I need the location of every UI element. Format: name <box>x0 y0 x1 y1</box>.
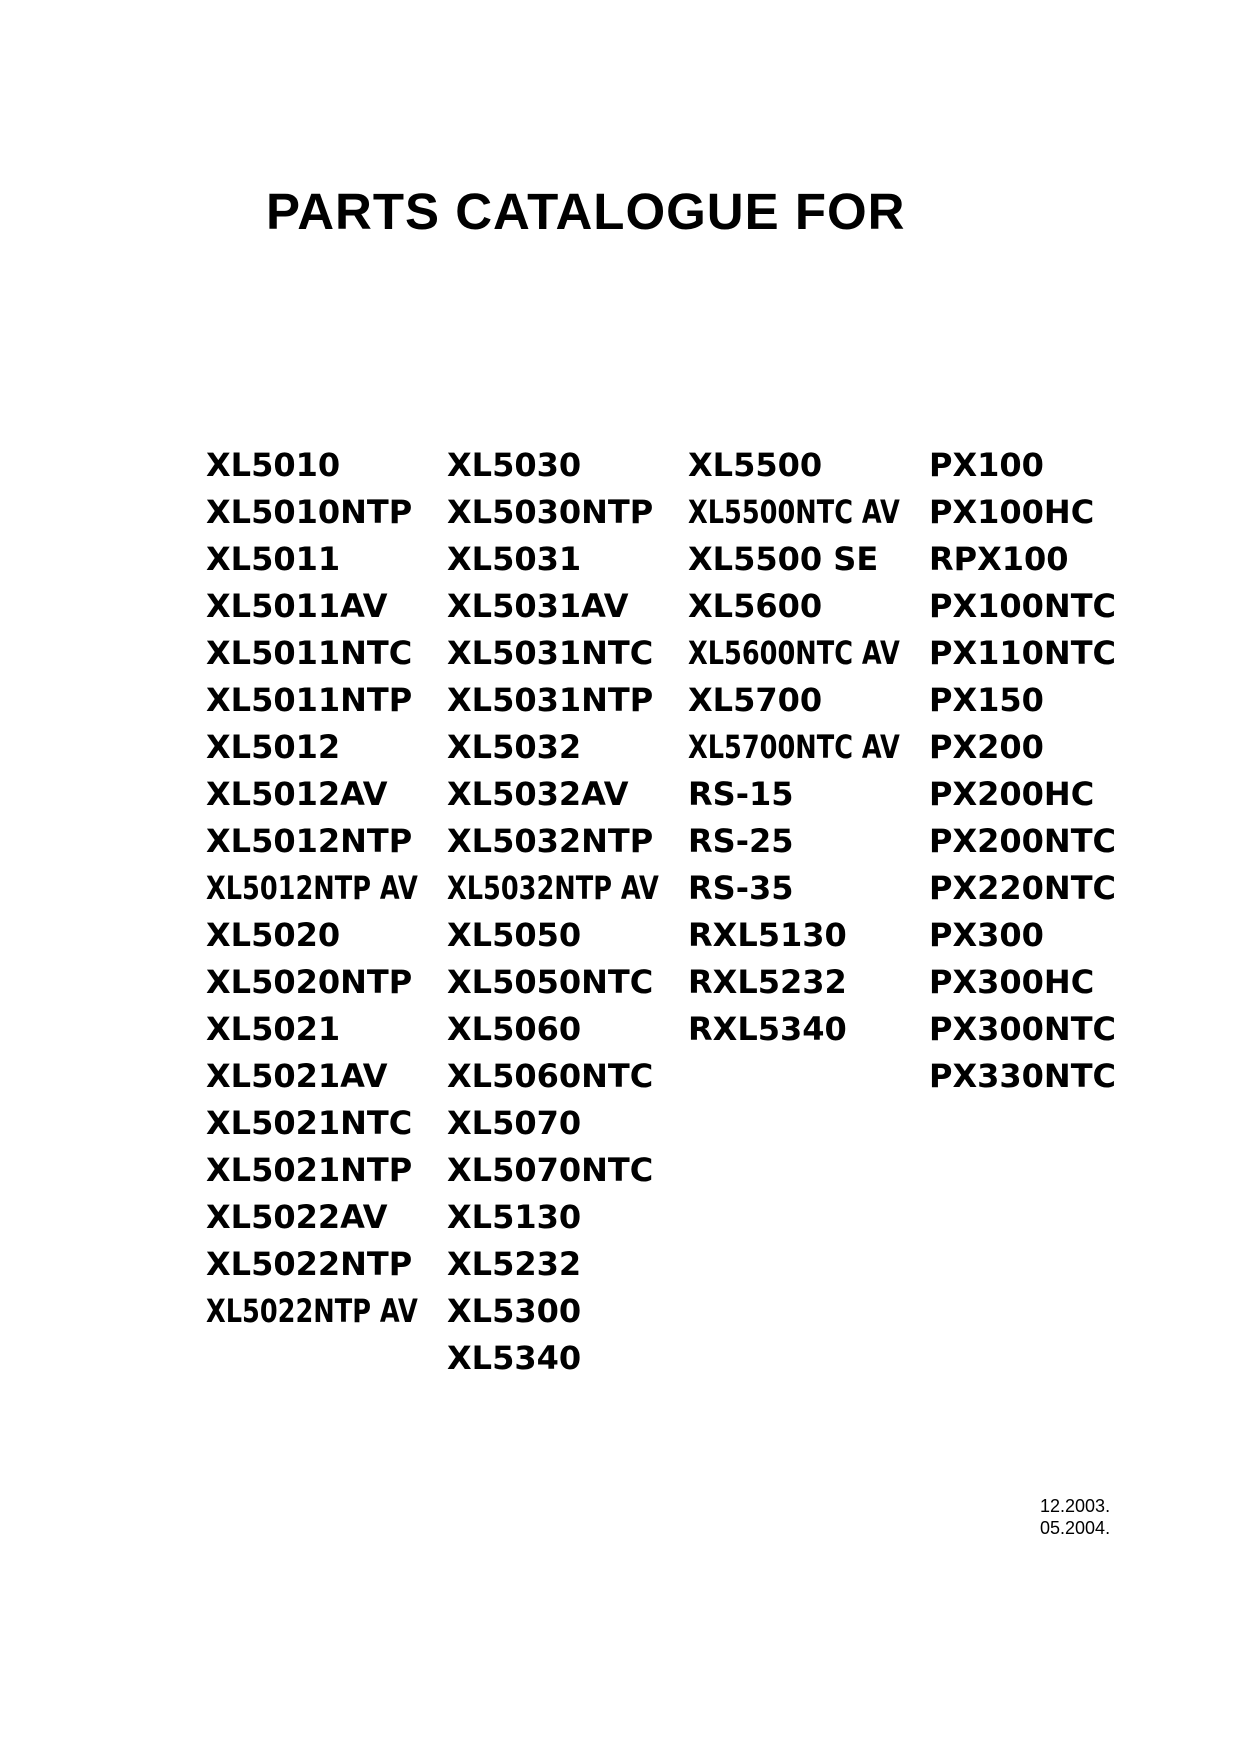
model-row <box>688 818 929 865</box>
model-number: XL5011AV <box>206 587 388 625</box>
model-number: PX200HC <box>929 775 1095 813</box>
model-number: XL5022NTP <box>206 1245 413 1283</box>
model-row <box>447 865 688 912</box>
model-number: XL5031NTC <box>447 634 654 672</box>
model-number: XL5011NTC <box>206 634 413 672</box>
model-number: PX300HC <box>929 963 1095 1001</box>
model-row <box>929 771 1170 818</box>
model-row <box>929 959 1170 1006</box>
model-row <box>447 1241 688 1288</box>
model-row <box>206 1288 447 1335</box>
model-number: XL5060NTC <box>447 1057 654 1095</box>
model-number: XL5011NTP <box>206 681 413 719</box>
model-row <box>447 1147 688 1194</box>
model-number: PX330NTC <box>929 1057 1117 1095</box>
model-number: XL5012 <box>206 728 341 766</box>
model-number: XL5011 <box>206 540 341 578</box>
model-number: XL5020NTP <box>206 963 413 1001</box>
model-number: XL5500NTC AV <box>688 493 900 531</box>
model-number: XL5050 <box>447 916 582 954</box>
models-grid <box>206 442 1170 1382</box>
model-row <box>929 1006 1170 1053</box>
model-row <box>688 583 929 630</box>
model-row <box>206 771 447 818</box>
model-row <box>206 912 447 959</box>
model-row <box>688 912 929 959</box>
model-row <box>688 677 929 724</box>
model-number: XL5500 <box>688 446 823 484</box>
model-number: RS-35 <box>688 869 794 907</box>
model-number: XL5232 <box>447 1245 582 1283</box>
model-row <box>447 1053 688 1100</box>
model-number: XL5032NTP <box>447 822 654 860</box>
model-row <box>929 724 1170 771</box>
model-number: XL5340 <box>447 1339 582 1377</box>
model-row <box>447 1194 688 1241</box>
model-number: XL5600 <box>688 587 823 625</box>
model-row <box>929 818 1170 865</box>
model-row <box>929 865 1170 912</box>
model-row <box>688 442 929 489</box>
revision-date: 05.2004. <box>1040 1518 1111 1538</box>
model-row <box>929 630 1170 677</box>
revision-date: 12.2003. <box>1040 1496 1111 1516</box>
model-number: PX220NTC <box>929 869 1117 907</box>
model-row <box>929 1053 1170 1100</box>
model-number: XL5021 <box>206 1010 341 1048</box>
model-number: PX100HC <box>929 493 1095 531</box>
model-column-1 <box>206 442 447 1382</box>
model-number: PX300NTC <box>929 1010 1117 1048</box>
model-number: XL5031 <box>447 540 582 578</box>
model-number: RS-25 <box>688 822 794 860</box>
model-row <box>688 865 929 912</box>
model-row <box>206 536 447 583</box>
model-number: XL5300 <box>447 1292 582 1330</box>
model-row <box>447 1006 688 1053</box>
model-number: RPX100 <box>929 540 1069 578</box>
model-row <box>447 818 688 865</box>
model-row <box>447 959 688 1006</box>
model-number: PX200NTC <box>929 822 1117 860</box>
model-row <box>206 865 447 912</box>
model-column-2 <box>447 442 688 1382</box>
model-row <box>206 489 447 536</box>
model-number: XL5070 <box>447 1104 582 1142</box>
model-row <box>447 771 688 818</box>
model-number: RS-15 <box>688 775 794 813</box>
model-row <box>929 677 1170 724</box>
model-row <box>206 630 447 677</box>
model-number: XL5012NTP AV <box>206 869 418 907</box>
model-row <box>206 818 447 865</box>
model-row <box>447 489 688 536</box>
model-column-4 <box>929 442 1170 1382</box>
model-number: XL5012NTP <box>206 822 413 860</box>
model-row <box>929 442 1170 489</box>
model-row <box>447 442 688 489</box>
model-number: XL5010NTP <box>206 493 413 531</box>
model-row <box>206 1194 447 1241</box>
model-number: RXL5130 <box>688 916 847 954</box>
model-row <box>206 1053 447 1100</box>
model-number: RXL5340 <box>688 1010 847 1048</box>
model-row <box>688 724 929 771</box>
model-row <box>929 536 1170 583</box>
model-number: XL5070NTC <box>447 1151 654 1189</box>
model-row <box>206 1100 447 1147</box>
model-number: XL5032AV <box>447 775 629 813</box>
model-row <box>447 536 688 583</box>
model-number: PX100NTC <box>929 587 1117 625</box>
model-number: XL5022NTP AV <box>206 1292 418 1330</box>
model-number: XL5060 <box>447 1010 582 1048</box>
model-number: XL5050NTC <box>447 963 654 1001</box>
model-row <box>206 442 447 489</box>
model-row <box>447 724 688 771</box>
model-row <box>688 630 929 677</box>
model-row <box>206 1241 447 1288</box>
model-number: PX200 <box>929 728 1044 766</box>
model-row <box>447 1100 688 1147</box>
model-row <box>688 959 929 1006</box>
model-row <box>206 724 447 771</box>
model-number: PX110NTC <box>929 634 1117 672</box>
model-number: XL5021NTP <box>206 1151 413 1189</box>
model-row <box>447 677 688 724</box>
model-row <box>206 677 447 724</box>
model-row <box>688 1006 929 1053</box>
page-title: PARTS CATALOGUE FOR <box>266 183 906 240</box>
model-row <box>447 1288 688 1335</box>
model-row <box>688 489 929 536</box>
model-number: XL5500 SE <box>688 540 879 578</box>
model-number: XL5032NTP AV <box>447 869 659 907</box>
model-number: XL5030 <box>447 446 582 484</box>
model-row <box>688 536 929 583</box>
model-number: XL5700NTC AV <box>688 728 900 766</box>
model-row <box>688 771 929 818</box>
model-row <box>206 1006 447 1053</box>
model-row <box>447 912 688 959</box>
model-row <box>447 583 688 630</box>
model-column-3 <box>688 442 929 1382</box>
model-number: PX300 <box>929 916 1044 954</box>
model-row <box>206 959 447 1006</box>
model-number: XL5700 <box>688 681 823 719</box>
model-number: XL5022AV <box>206 1198 388 1236</box>
model-row <box>206 583 447 630</box>
model-number: RXL5232 <box>688 963 847 1001</box>
model-number: XL5021NTC <box>206 1104 413 1142</box>
model-number: PX100 <box>929 446 1044 484</box>
model-number: XL5012AV <box>206 775 388 813</box>
model-number: PX150 <box>929 681 1044 719</box>
model-number: XL5032 <box>447 728 582 766</box>
model-number: XL5031NTP <box>447 681 654 719</box>
model-row <box>447 630 688 677</box>
model-number: XL5010 <box>206 446 341 484</box>
model-number: XL5021AV <box>206 1057 388 1095</box>
model-number: XL5130 <box>447 1198 582 1236</box>
model-row <box>929 489 1170 536</box>
model-number: XL5600NTC AV <box>688 634 900 672</box>
model-row <box>929 912 1170 959</box>
model-number: XL5020 <box>206 916 341 954</box>
model-number: XL5031AV <box>447 587 629 625</box>
model-row <box>929 583 1170 630</box>
model-number: XL5030NTP <box>447 493 654 531</box>
revision-dates <box>1040 1495 1110 1539</box>
model-row <box>206 1147 447 1194</box>
model-row <box>447 1335 688 1382</box>
